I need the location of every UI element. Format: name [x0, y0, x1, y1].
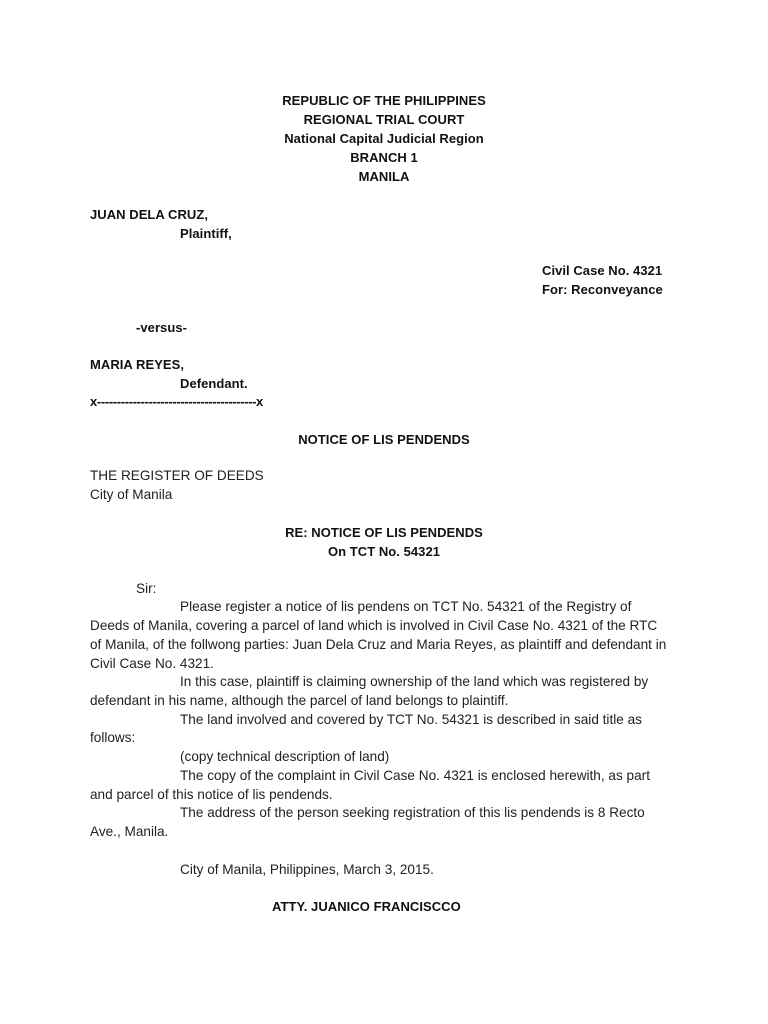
header-branch: BRANCH 1	[350, 150, 418, 165]
body-paragraph-3-line-2: follows:	[90, 730, 136, 745]
body-paragraph-1-line-1: Please register a notice of lis pendens on TCT No. 54321 of the Registry of	[180, 599, 632, 614]
body-paragraph-1-line-3: of Manila, of the follwong parties: Juan Dela Cruz and Maria Reyes, as plaintiff and defendant in	[90, 637, 667, 652]
signatory-name: ATTY. JUANICO FRANCISCCO	[272, 899, 461, 914]
re-subject: RE: NOTICE OF LIS PENDENDS	[285, 525, 483, 540]
caption-separator: x----------------------------------------x	[90, 394, 263, 409]
plaintiff-role: Plaintiff,	[180, 226, 232, 241]
addressee-office: THE REGISTER OF DEEDS	[90, 468, 264, 483]
re-tct: On TCT No. 54321	[327, 544, 441, 559]
body-paragraph-5-line-2: and parcel of this notice of lis pendends.	[90, 787, 333, 802]
document-title: NOTICE OF LIS PENDENDS	[298, 432, 470, 447]
body-paragraph-6-line-1: The address of the person seeking registration of this lis pendends is 8 Recto	[180, 805, 645, 820]
body-paragraph-2-line-2: defendant in his name, although the parcel of land belongs to plaintiff.	[90, 693, 509, 708]
case-number: Civil Case No. 4321	[542, 263, 663, 278]
body-paragraph-3-line-1: The land involved and covered by TCT No. 54321 is described in said title as	[180, 712, 642, 727]
body-paragraph-1-line-2: Deeds of Manila, covering a parcel of land which is involved in Civil Case No. 4321 of the RTC	[90, 618, 658, 633]
body-paragraph-1-line-4: Civil Case No. 4321.	[90, 656, 214, 671]
defendant-role: Defendant.	[180, 376, 248, 391]
body-paragraph-5-line-1: The copy of the complaint in Civil Case No. 4321 is enclosed herewith, as part	[180, 768, 650, 783]
salutation: Sir:	[136, 581, 157, 596]
versus-label: -versus-	[136, 320, 187, 335]
date-line: City of Manila, Philippines, March 3, 2015.	[180, 862, 434, 877]
header-city: MANILA	[358, 169, 410, 184]
defendant-name: MARIA REYES,	[90, 357, 185, 372]
header-court: REGIONAL TRIAL COURT	[303, 112, 465, 127]
body-paragraph-4-line-1: (copy technical description of land)	[180, 749, 390, 764]
case-nature: For: Reconveyance	[542, 282, 663, 297]
header-republic: REPUBLIC OF THE PHILIPPINES	[282, 93, 486, 108]
body-paragraph-6-line-2: Ave., Manila.	[90, 824, 169, 839]
addressee-city: City of Manila	[90, 487, 173, 502]
body-paragraph-2-line-1: In this case, plaintiff is claiming ownership of the land which was registered by	[180, 674, 649, 689]
header-region: National Capital Judicial Region	[284, 131, 484, 146]
plaintiff-name: JUAN DELA CRUZ,	[90, 207, 208, 222]
